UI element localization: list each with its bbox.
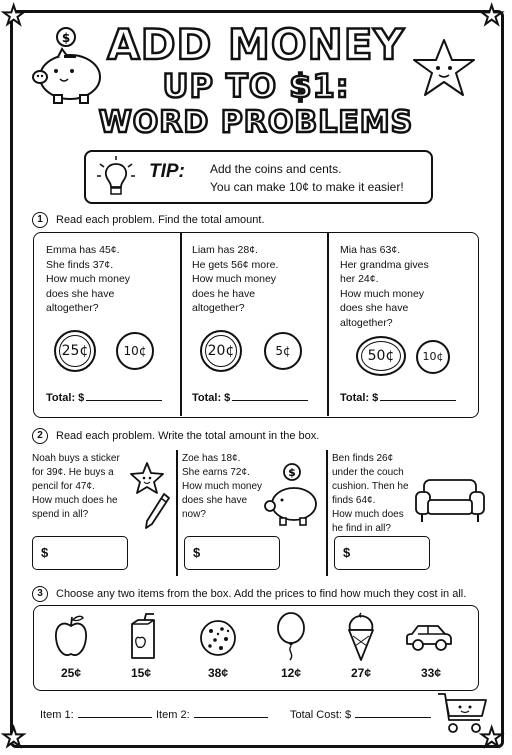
answer-box[interactable]: $ [32,536,128,570]
sticker-star-icon [130,462,164,494]
title-line-1: ADD MONEY [107,20,405,69]
problem-1c: Mia has 63¢. Her grandma gives her 24¢. How much money does she have altogether? [340,244,429,329]
section-number: 3 [32,586,48,602]
coin-icon: 25¢ [54,330,96,372]
item-price: 38¢ [207,666,229,680]
section-1-header [32,212,265,228]
total-field[interactable]: Total: $ [340,390,456,404]
tip-line-1: Add the coins and cents. [210,162,342,176]
corner-star-icon: ★ [2,722,26,752]
divider [176,450,178,576]
total-field[interactable]: Total: $ [46,390,162,404]
problem-2b: Zoe has 18¢. She earns 72¢. How much money does she have now? [182,453,263,520]
apple-icon[interactable] [54,614,88,660]
coin-icon: 50¢ [356,336,406,376]
ice-cream-icon[interactable] [346,612,376,662]
tip-line-2: You can make 10¢ to make it easier! [210,180,404,194]
section-1-instruction: Read each problem. Find the total amount. [56,213,265,226]
divider [180,233,182,416]
divider [327,233,329,416]
section-2-instruction: Read each problem. Write the total amount in the box. [56,429,320,442]
problem-1a: Emma has 45¢. She finds 37¢. How much money does she have altogether? [46,244,131,314]
toy-car-icon[interactable] [404,622,454,654]
tip-label: TIP: [149,161,185,182]
corner-star-icon: ★ [2,0,26,30]
coin-icon: 10¢ [416,340,450,374]
coin-icon: 20¢ [200,330,242,372]
piggy-bank-icon [262,462,320,528]
balloon-icon[interactable] [276,612,306,662]
total-field[interactable]: Total: $ [192,390,308,404]
section-number: 1 [32,212,48,228]
item-2-field[interactable]: Item 2: [156,707,268,721]
divider [326,450,328,576]
tip-box [84,150,433,204]
corner-star-icon: ★ [480,0,504,30]
total-cost-field[interactable]: Total Cost: $ [290,707,431,721]
answer-box[interactable]: $ [334,536,430,570]
problem-2c: Ben finds 26¢ under the couch cushion. Then he finds 64¢. How much does he find in all? [332,453,409,534]
lightbulb-icon [96,156,136,198]
couch-icon [414,478,486,524]
tip-text [210,160,404,196]
item-1-field[interactable]: Item 1: [40,707,152,721]
pencil-icon [144,492,170,530]
problem-2a: Noah buys a sticker for 39¢. He buys a pencil for 47¢. How much does he spend in all? [32,453,120,520]
coin-icon: 5¢ [264,332,302,370]
item-price: 33¢ [420,666,442,680]
shopping-cart-icon [436,690,490,736]
juice-box-icon[interactable] [128,612,158,660]
problem-1b: Liam has 28¢. He gets 56¢ more. How much money does he have altogether? [192,244,279,314]
section-number: 2 [32,428,48,444]
title-line-2: UP TO $1: [162,67,350,105]
svg-text:$: $ [61,31,71,45]
title-line-3: WORD PROBLEMS [98,105,414,140]
item-price: 25¢ [60,666,82,680]
item-price: 12¢ [280,666,302,680]
answer-box[interactable]: $ [184,536,280,570]
section-2-header [32,428,319,444]
corner-star-icon: ★ [480,722,504,752]
section-3-header [32,586,466,602]
cookie-icon[interactable] [198,618,238,658]
coin-icon: 10¢ [116,332,154,370]
section-3-instruction: Choose any two items from the box. Add the prices to find how much they cost in all. [56,587,467,600]
svg-text:$: $ [288,466,296,479]
item-price: 15¢ [130,666,152,680]
item-price: 27¢ [350,666,372,680]
